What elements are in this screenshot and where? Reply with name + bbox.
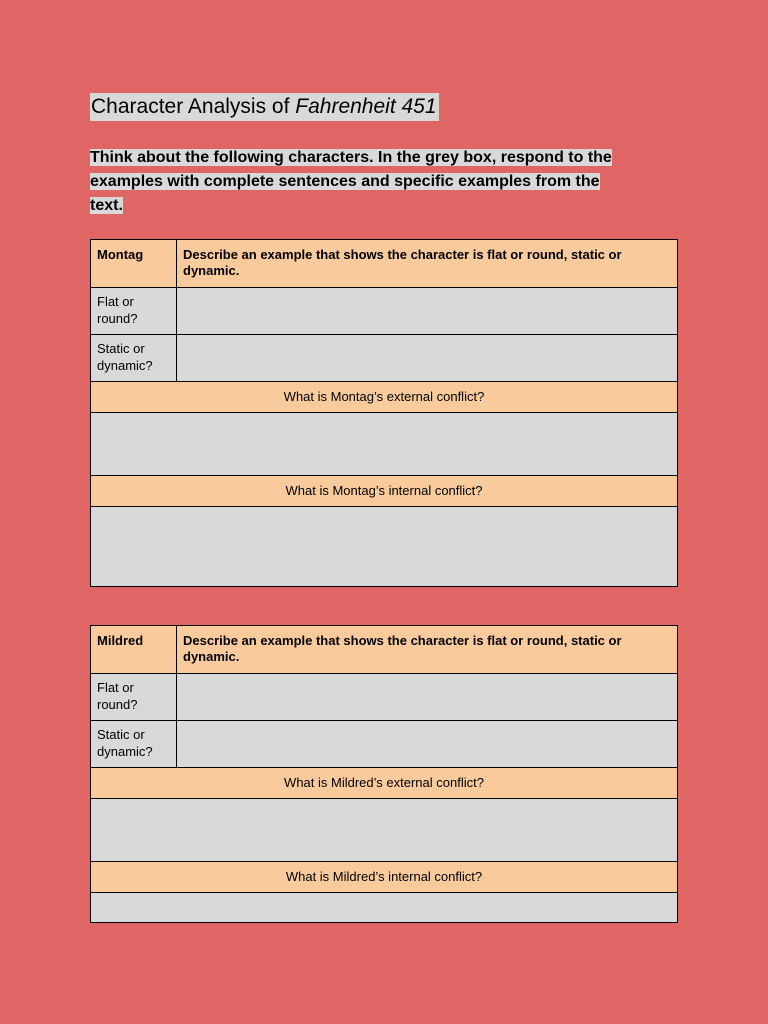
describe-prompt-cell: Describe an example that shows the character is flat or round, static or dynamic. bbox=[177, 240, 678, 288]
table-row bbox=[91, 768, 678, 799]
external-conflict-answer-box[interactable] bbox=[91, 799, 678, 862]
static-or-dynamic-answer-box[interactable] bbox=[177, 721, 678, 768]
describe-prompt-cell: Describe an example that shows the character is flat or round, static or dynamic. bbox=[177, 626, 678, 674]
table-row bbox=[91, 721, 678, 768]
table-row bbox=[91, 507, 678, 587]
character-name-cell: Mildred bbox=[91, 626, 177, 674]
static-or-dynamic-label: Static or dynamic? bbox=[91, 335, 177, 382]
static-or-dynamic-answer-box[interactable] bbox=[177, 335, 678, 382]
table-row bbox=[91, 862, 678, 893]
table-row bbox=[91, 893, 678, 923]
instructions-line-2: examples with complete sentences and specific examples from the bbox=[90, 173, 600, 190]
flat-or-round-label: Flat or round? bbox=[91, 288, 177, 335]
book-title: Fahrenheit 451 bbox=[295, 95, 437, 118]
table-row bbox=[91, 382, 678, 413]
instructions-line-1: Think about the following characters. In the grey box, respond to the bbox=[90, 149, 612, 166]
table-row bbox=[91, 288, 678, 335]
table-row bbox=[91, 476, 678, 507]
table-header-row bbox=[91, 240, 678, 288]
instructions bbox=[90, 146, 680, 218]
montag-table bbox=[90, 239, 678, 587]
flat-or-round-answer-box[interactable] bbox=[177, 288, 678, 335]
document-title bbox=[90, 93, 439, 121]
external-conflict-question: What is Mildred’s external conflict? bbox=[91, 768, 678, 799]
static-or-dynamic-label: Static or dynamic? bbox=[91, 721, 177, 768]
mildred-table bbox=[90, 625, 678, 923]
external-conflict-answer-box[interactable] bbox=[91, 413, 678, 476]
internal-conflict-answer-box[interactable] bbox=[91, 893, 678, 923]
internal-conflict-answer-box[interactable] bbox=[91, 507, 678, 587]
table-row bbox=[91, 335, 678, 382]
instructions-line-3: text. bbox=[90, 197, 123, 214]
character-name-cell: Montag bbox=[91, 240, 177, 288]
internal-conflict-question: What is Montag’s internal conflict? bbox=[91, 476, 678, 507]
table-row bbox=[91, 799, 678, 862]
flat-or-round-answer-box[interactable] bbox=[177, 674, 678, 721]
table-row bbox=[91, 413, 678, 476]
flat-or-round-label: Flat or round? bbox=[91, 674, 177, 721]
title-text: Character Analysis of bbox=[91, 95, 296, 118]
table-row bbox=[91, 674, 678, 721]
external-conflict-question: What is Montag’s external conflict? bbox=[91, 382, 678, 413]
table-header-row bbox=[91, 626, 678, 674]
internal-conflict-question: What is Mildred’s internal conflict? bbox=[91, 862, 678, 893]
